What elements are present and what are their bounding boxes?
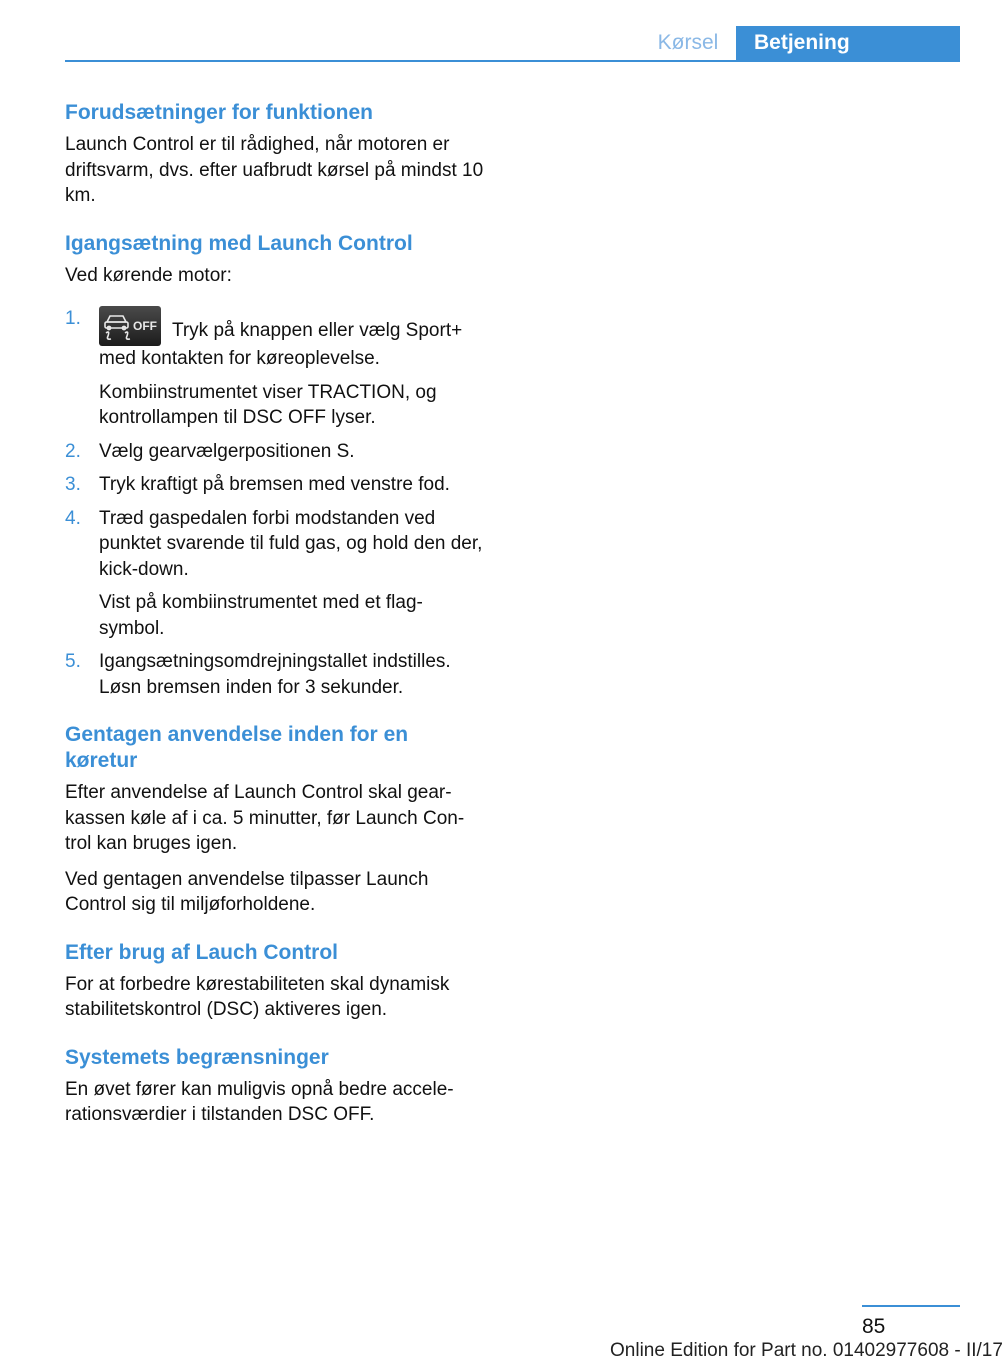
paragraph: Launch Control er til rådighed, når motoren er driftsvarm, dvs. efter uafbrudt kørsel på mindst 10 km. <box>65 134 484 206</box>
paragraph: For at forbedre kørestabiliteten skal dynamisk stabilitetskontrol (DSC) aktiveres igen. <box>65 973 450 1020</box>
page-number: 85 <box>862 1315 886 1338</box>
tab-section-korsel[interactable]: Kørsel <box>657 31 719 54</box>
step-text: OFF Tryk på knappen eller vælg Sport+ med kontakten for køreoplevelse. <box>99 306 485 372</box>
page-header <box>0 0 960 62</box>
step-text: Igangsætningsomdrejningstallet indstilles. Løsn bremsen inden for 3 sekunder. <box>99 651 451 698</box>
paragraph: En øvet fører kan muligvis opnå bedre accele-rationsværdier i tilstanden DSC OFF. <box>65 1078 454 1125</box>
section-title: Efter brug af Lauch Control <box>65 940 338 964</box>
step-text: Vælg gearvælgerpositionen S. <box>99 440 355 462</box>
list-item <box>65 306 485 431</box>
section-repeated-use <box>65 722 485 918</box>
footer-divider <box>862 1305 960 1307</box>
edition-footer: Online Edition for Part no. 01402977608 - II/17 <box>610 1340 1003 1361</box>
step-note: Kombiinstrumentet viser TRACTION, og kontrollampen til DSC OFF lyser. <box>99 381 437 428</box>
step-text: Tryk kraftigt på bremsen med venstre fod. <box>99 474 450 495</box>
step-text: Træd gaspedalen forbi modstanden ved punktet svarende til fuld gas, og hold den der, kick-down. <box>99 507 483 580</box>
step-note: Vist på kombiinstrumentet med et flag-symbol. <box>99 592 423 639</box>
step-number: 2. <box>65 440 81 462</box>
list-item <box>65 506 485 642</box>
section-title: Forudsætninger for funktionen <box>65 101 373 124</box>
step-number: 4. <box>65 507 81 529</box>
list-item <box>65 472 485 498</box>
section-launch-control-start <box>65 231 485 701</box>
step-number: 3. <box>65 474 81 495</box>
section-after-use <box>65 940 485 1023</box>
list-item <box>65 649 485 700</box>
paragraph: Efter anvendelse af Launch Control skal gear-kassen køle af i ca. 5 minutter, før Launch Con-trol kan bruges igen. <box>65 782 465 854</box>
section-system-limits <box>65 1045 485 1128</box>
section-prerequisites <box>65 100 485 209</box>
paragraph: Ved kørende motor: <box>65 264 232 286</box>
section-title: Systemets begrænsninger <box>65 1045 329 1069</box>
step-number: 1. <box>65 308 81 329</box>
header-divider <box>65 60 960 62</box>
main-content <box>65 100 485 1150</box>
section-title: Igangsætning med Launch Control <box>65 231 413 255</box>
section-title: Gentagen anvendelse inden for en køretur <box>65 723 409 772</box>
svg-text:OFF: OFF <box>133 319 157 333</box>
steps-list <box>65 306 485 700</box>
step-number: 5. <box>65 651 81 672</box>
paragraph: Ved gentagen anvendelse tilpasser Launch Control sig til miljøforholdene. <box>65 868 429 915</box>
list-item <box>65 439 485 465</box>
tab-chapter-betjening[interactable]: Betjening <box>736 26 960 60</box>
dsc-off-button-icon <box>99 306 161 346</box>
